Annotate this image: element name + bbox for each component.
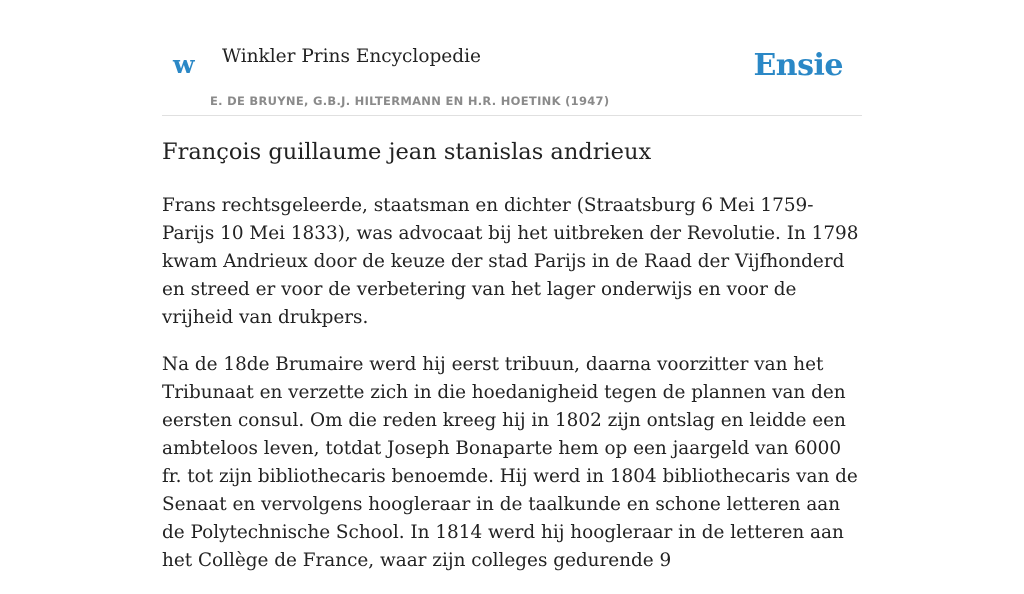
brand-logo[interactable]: Ensie [753, 48, 843, 83]
article-body [162, 192, 862, 594]
page-container [162, 0, 862, 571]
article-paragraph: Na de 18de Brumaire werd hij eerst tribuun, daarna voorzitter van het Tribunaat en verzette zich in die hoedanigheid tegen de plannen van den eersten consul. Om die reden kreeg hij in 1802 zijn ontslag en leidde een ambteloos leven, totdat Joseph Bonaparte hem op een jaargeld van 6000 fr. tot zijn bibliothecaris benoemde. Hij werd in 1804 bibliothecaris van de Senaat en vervolgens hoogleraar in de taalkunde en schone letteren aan de Polytechnische School. In 1814 werd hij hoogleraar in de letteren aan het Collège de France, waar zijn colleges gedurende 9 [162, 354, 858, 571]
source-title[interactable]: Winkler Prins Encyclopedie [222, 46, 481, 67]
source-authors: E. DE BRUYNE, G.B.J. HILTERMANN EN H.R. HOETINK (1947) [210, 94, 610, 108]
source-logo-icon[interactable]: w [173, 50, 195, 79]
article-title: François guillaume jean stanislas andrieux [162, 139, 652, 165]
article-paragraph: Frans rechtsgeleerde, staatsman en dichter (Straatsburg 6 Mei 1759-Parijs 10 Mei 1833), was advocaat bij het uitbreken der Revolutie. In 1798 kwam Andrieux door de keuze der stad Parijs in de Raad der Vijfhonderd en streed er voor de verbetering van het lager onderwijs en voor de vrijheid van drukpers. [162, 195, 859, 328]
source-header [162, 0, 862, 116]
